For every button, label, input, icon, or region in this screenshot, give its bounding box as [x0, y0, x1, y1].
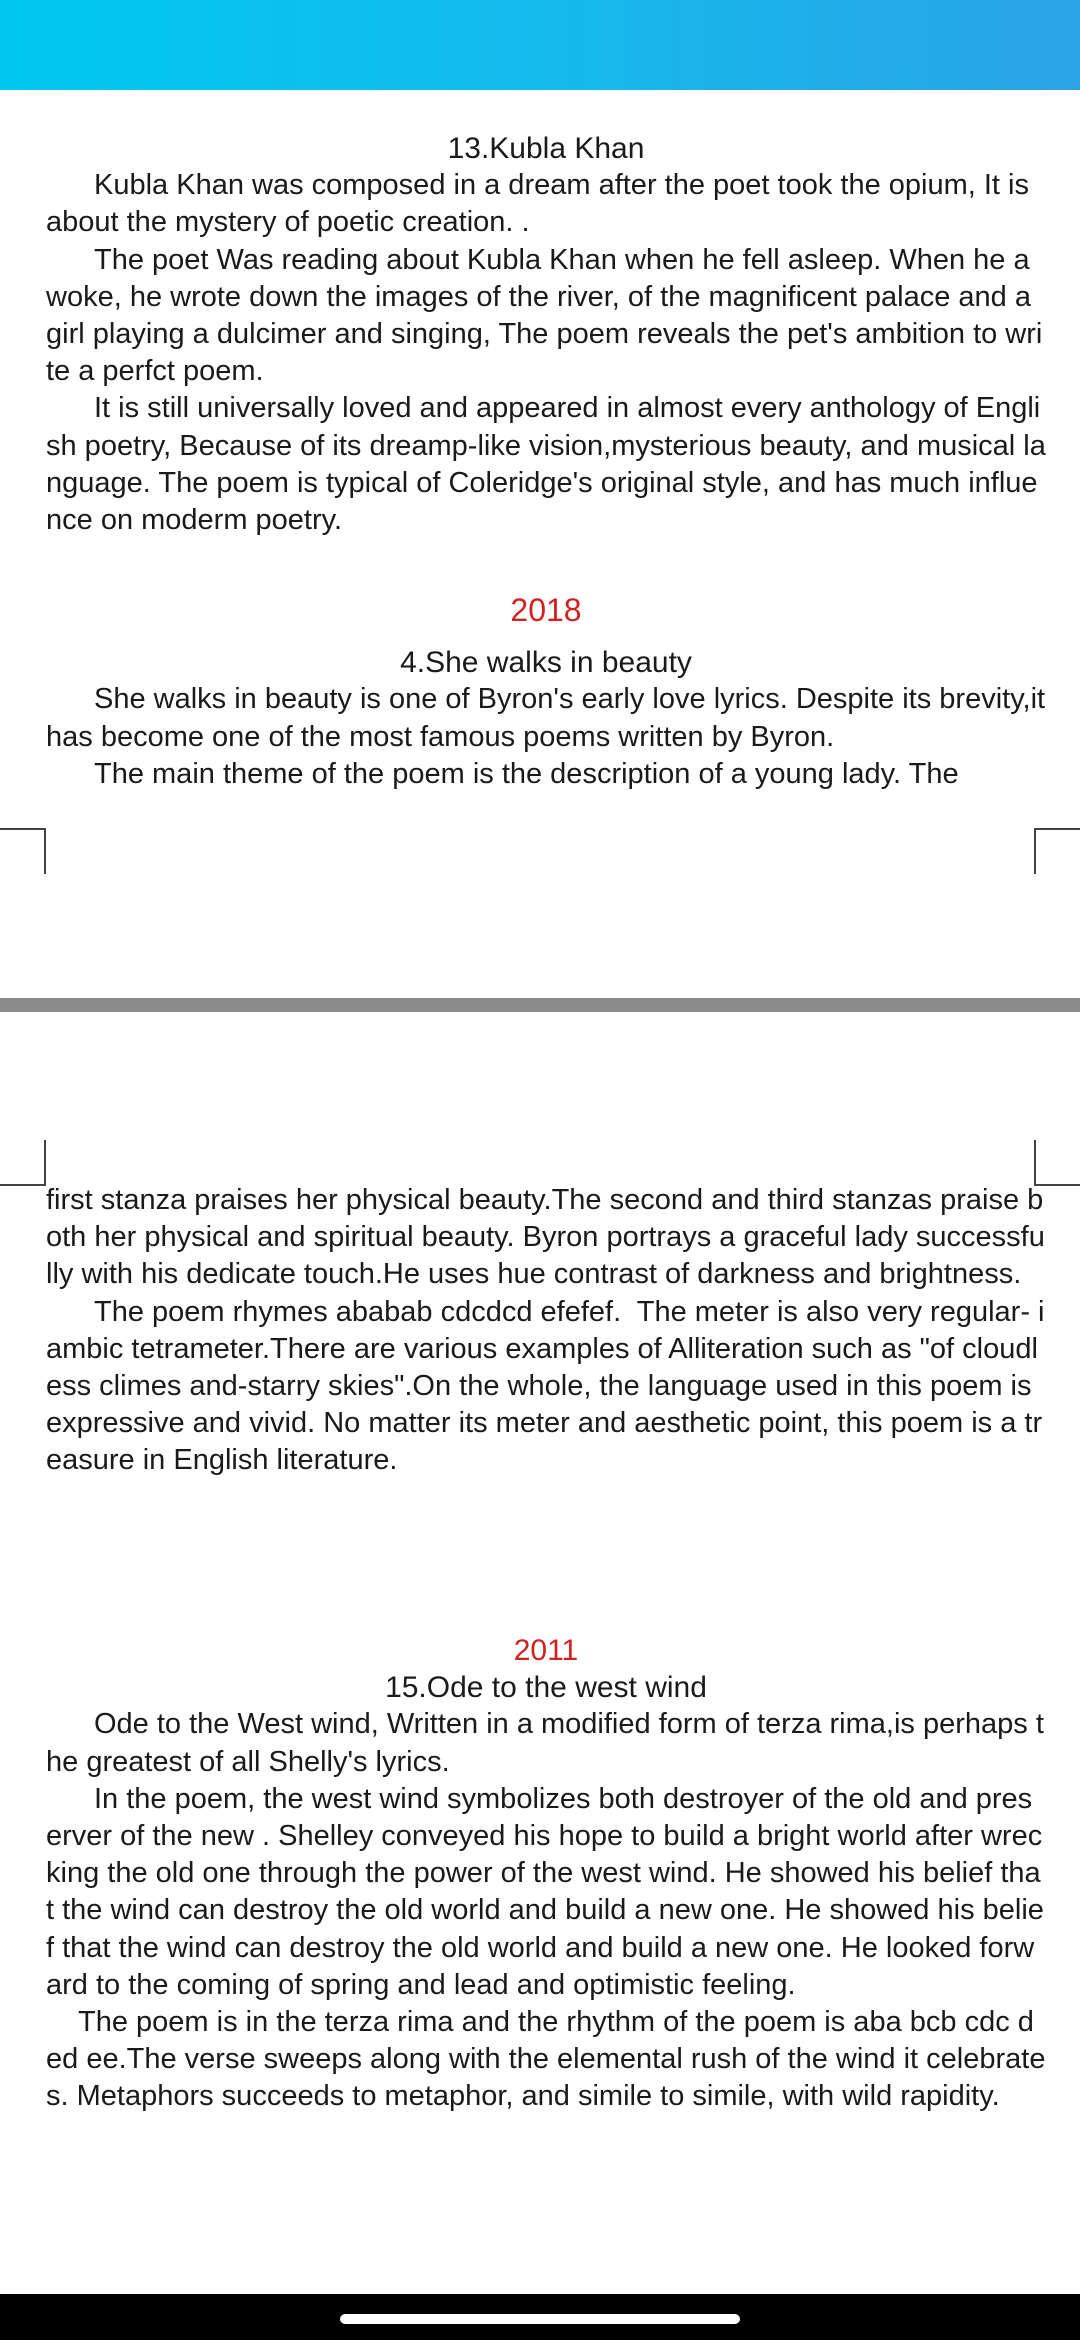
section-title: 15.Ode to the west wind: [385, 1671, 707, 1705]
document-page-1[interactable]: [0, 90, 1080, 998]
paragraph: She walks in beauty is one of Byron's early love lyrics. Despite its brevity,it has become one of the most famous poems written by Byron.: [46, 683, 1054, 753]
crop-mark-bottom-left: [0, 828, 46, 874]
paragraph: It is still universally loved and appeared in almost every anthology of English poetry, Because of its dreamp-like vision,mysterious beauty, and musical language. The poem is typical of Coleridge's original style, and has much influence on moderm poetry.: [46, 392, 1046, 537]
document-page-2[interactable]: [0, 1012, 1080, 2294]
paragraph: The poem rhymes ababab cdcdcd efefef. The meter is also very regular- iambic tetrameter.There are various examples of Alliteration such as "of cloudless climes and-starry skies".On the whole, the language used in this poem is expressive and vivid. No matter its meter and aesthetic point, this poem is a treasure in English literature.: [46, 1295, 1045, 1477]
section-title: 13.Kubla Khan: [447, 132, 645, 165]
year-heading: 2018: [510, 592, 582, 628]
paragraph: The main theme of the poem is the description of a young lady. The: [94, 757, 959, 790]
system-nav-bar: [0, 2294, 1080, 2340]
kubla-khan-section: [46, 130, 1046, 539]
paragraph: The poet Was reading about Kubla Khan when he fell asleep. When he awoke, he wrote down the images of the river, of the magnificent palace and a girl playing a dulcimer and singing, The poem reveals the pet's ambition to write a perfct poem.: [46, 243, 1043, 388]
paragraph: Ode to the West wind, Written in a modified form of terza rima,is perhaps the greatest of all Shelly's lyrics.: [46, 1708, 1044, 1778]
crop-mark-bottom-right: [1034, 828, 1080, 874]
home-indicator[interactable]: [340, 2314, 740, 2324]
she-walks-continued: [46, 1182, 1046, 1480]
year-heading: 2011: [513, 1634, 579, 1667]
she-walks-section: [46, 592, 1054, 793]
paragraph: In the poem, the west wind symbolizes both destroyer of the old and preserver of the new . Shelley conveyed his hope to build a bright world after wrecking the old one through the power of the west wind. He showed his belief that the wind can destroy the old world and build a new one. He showed his belief that the wind can destroy the old world and build a new one. He looked forward to the coming of spring and lead and optimistic feeling.: [46, 1782, 1044, 2001]
paragraph: Kubla Khan was composed in a dream after the poet took the opium, It is about the mystery of poetic creation. .: [46, 169, 1038, 239]
crop-mark-top-right: [1034, 1140, 1080, 1186]
top-app-bar: [0, 0, 1080, 90]
paragraph: first stanza praises her physical beauty.The second and third stanzas praise both her physical and spiritual beauty. Byron portrays a graceful lady successfully with his dedicate touch.He uses hue contrast of darkness and brightness.: [46, 1184, 1045, 1291]
paragraph: The poem is in the terza rima and the rhythm of the poem is aba bcb cdc ded ee.The verse sweeps along with the elemental rush of the wind it celebrates. Metaphors succeeds to metaphor, and simile to simile, with wild rapidity.: [46, 2006, 1046, 2113]
crop-mark-top-left: [0, 1140, 46, 1186]
ode-west-wind-section: [46, 1632, 1046, 2116]
page-divider: [0, 998, 1080, 1012]
section-title: 4.She walks in beauty: [400, 646, 692, 680]
